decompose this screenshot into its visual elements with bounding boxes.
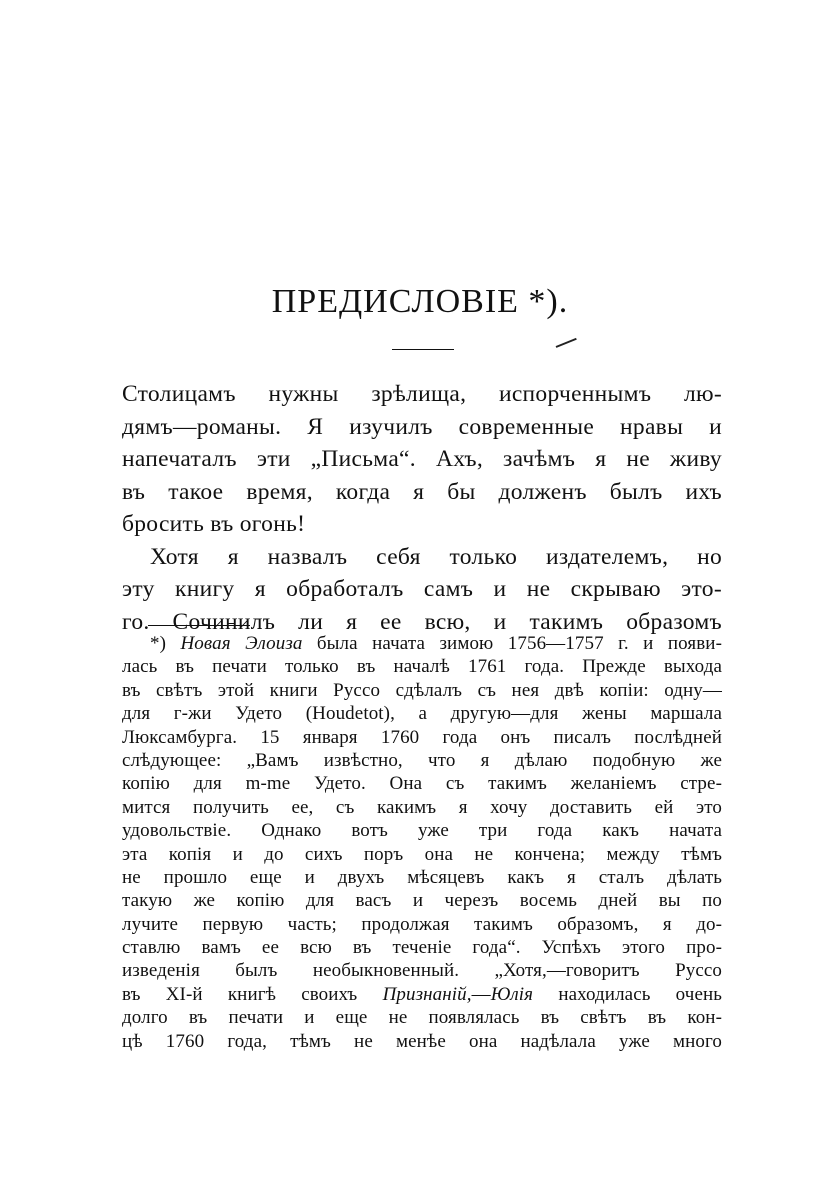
footnote-line-1 <box>122 632 722 655</box>
footnote-line-17: долго въ печати и еще не появлялась въ свѣтъ въ кон- <box>122 1007 722 1029</box>
footnote-line-13: лучите первую часть; продолжая такимъ образомъ, я до- <box>122 913 722 935</box>
main-text <box>122 378 722 638</box>
text-line-3: напечаталъ эти „Письма“. Ахъ, зачѣмъ я не живу <box>122 446 722 472</box>
footnote-divider <box>148 625 250 626</box>
text-line-7: эту книгу я обработалъ самъ и не скрываю это- <box>122 576 722 602</box>
footnote-line-5: Люксамбурга. 15 января 1760 года онъ писалъ послѣдней <box>122 726 722 748</box>
footnote-line-7: копію для m-me Удето. Она съ такимъ желаніемъ стре- <box>122 773 722 795</box>
footnote-line-2: лась въ печати только въ началѣ 1761 года. Прежде выхода <box>122 656 722 678</box>
footnote-line-6: слѣдующее: „Вамъ извѣстно, что я дѣлаю подобную же <box>122 749 722 771</box>
page-title: ПРЕДИСЛОВІЕ *). <box>271 283 569 320</box>
text-line-2: дямъ—романы. Я изучилъ современные нравы и <box>122 413 722 440</box>
footnote-julie-title: Юлія <box>490 983 534 1005</box>
footnote-line-8: мится получить ее, съ какимъ я хочу доставить ей это <box>122 796 722 818</box>
footnote-line-18: цѣ 1760 года, тѣмъ не менѣе она надѣлала уже много <box>122 1030 722 1052</box>
footnote-line-15: изведенія былъ необыкновенный. „Хотя,—говоритъ Руссо <box>122 960 722 982</box>
footnote-marker: *) <box>150 633 167 654</box>
footnote-line-16 <box>122 983 722 1006</box>
footnote-line-3: въ свѣтъ этой книги Руссо сдѣлалъ съ нея двѣ копіи: одну— <box>122 679 722 701</box>
footnote-book-title: Новая Элоиза <box>180 633 303 654</box>
text-line-6: Хотя я назвалъ себя только издателемъ, но <box>150 543 722 570</box>
footnote-line-14: ставлю вамъ ее всю въ теченіе года“. Успѣхъ этого про- <box>122 937 722 959</box>
text-line-1: Столицамъ нужны зрѣлища, испорченнымъ лю- <box>122 381 722 407</box>
pencil-mark <box>556 338 577 348</box>
footnote-line-9: удовольствіе. Однако вотъ уже три года какъ начата <box>122 820 722 842</box>
footnote-line-16-before: въ XI-й книгѣ своихъ <box>122 983 358 1005</box>
footnote-line-10: эта копія и до сихъ поръ она не кончена; между тѣмъ <box>122 843 722 865</box>
title-divider <box>392 349 454 350</box>
text-line-5: бросить въ огонь! <box>122 511 306 537</box>
footnote-line-16-after: находилась очень <box>558 983 723 1005</box>
footnote-dash: — <box>471 983 491 1005</box>
footnote-confessions-title: Признаній, <box>382 983 472 1005</box>
text-line-4: въ такое время, когда я бы долженъ былъ ихъ <box>122 478 722 505</box>
footnote-line-12: такую же копію для васъ и черезъ восемь дней вы по <box>122 890 722 912</box>
footnote-line-1-rest: была начата зимою 1756—1757 г. и появи- <box>316 633 722 654</box>
footnote <box>122 632 722 1053</box>
footnote-line-4: для г-жи Удето (Houdetot), а другую—для жены маршала <box>122 703 722 725</box>
text-line-8: го. Сочинилъ ли я ее всю, и такимъ образомъ <box>122 608 722 635</box>
footnote-line-11: не прошло еще и двухъ мѣсяцевъ какъ я сталъ дѣлать <box>122 866 722 888</box>
